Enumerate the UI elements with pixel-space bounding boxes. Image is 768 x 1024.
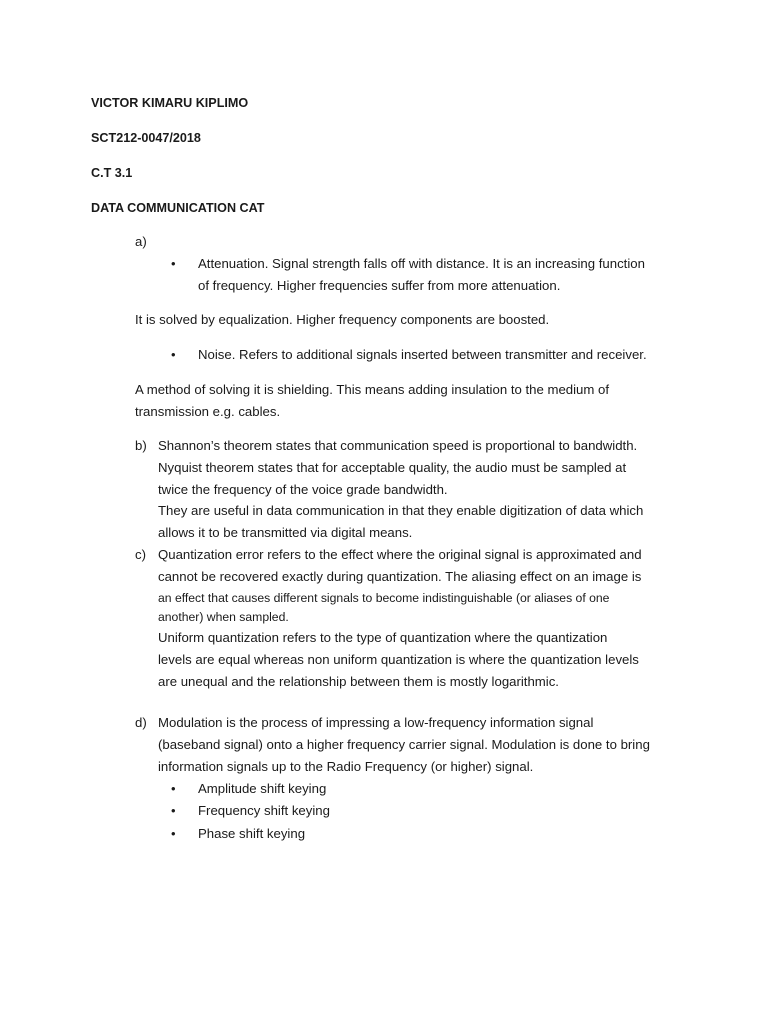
section-c-line-3: an effect that causes different signals to become indistinguishable (or aliases of one bbox=[158, 591, 610, 605]
bullet-icon: • bbox=[171, 803, 176, 818]
section-c-line-4: another) when sampled. bbox=[158, 610, 289, 624]
document-title: DATA COMMUNICATION CAT bbox=[91, 201, 265, 215]
section-c-line-5: Uniform quantization refers to the type of quantization where the quantization bbox=[158, 630, 608, 645]
section-b-line-1: Shannon’s theorem states that communication speed is proportional to bandwidth. bbox=[158, 438, 638, 453]
section-b-line-4: They are useful in data communication in that they enable digitization of data which bbox=[158, 503, 644, 518]
attenuation-line-1: Attenuation. Signal strength falls off with distance. It is an increasing function bbox=[198, 256, 645, 271]
section-b-line-3: twice the frequency of the voice grade bandwidth. bbox=[158, 482, 448, 497]
bullet-icon: • bbox=[171, 781, 176, 796]
bullet-icon: • bbox=[171, 256, 176, 271]
modulation-type-item: Amplitude shift keying bbox=[198, 781, 327, 796]
section-b-marker: b) bbox=[135, 438, 147, 453]
section-d-marker: d) bbox=[135, 715, 147, 730]
ct-number: C.T 3.1 bbox=[91, 166, 133, 180]
modulation-type-item: Phase shift keying bbox=[198, 826, 306, 841]
section-b-line-5: allows it to be transmitted via digital means. bbox=[158, 525, 413, 540]
noise-solution-line-2: transmission e.g. cables. bbox=[135, 404, 281, 419]
bullet-icon: • bbox=[171, 826, 176, 841]
registration-number: SCT212-0047/2018 bbox=[91, 131, 201, 145]
section-a-marker: a) bbox=[135, 234, 147, 249]
attenuation-line-2: of frequency. Higher frequencies suffer from more attenuation. bbox=[198, 278, 561, 293]
noise-solution-line-1: A method of solving it is shielding. This means adding insulation to the medium of bbox=[135, 382, 610, 397]
section-d-line-1: Modulation is the process of impressing a low-frequency information signal bbox=[158, 715, 594, 730]
section-c-line-2: cannot be recovered exactly during quantization. The aliasing effect on an image is bbox=[158, 569, 642, 584]
section-b-line-2: Nyquist theorem states that for acceptable quality, the audio must be sampled at bbox=[158, 460, 627, 475]
section-d-line-3: information signals up to the Radio Frequency (or higher) signal. bbox=[158, 759, 534, 774]
section-c-line-6: levels are equal whereas non uniform quantization is where the quantization levels bbox=[158, 652, 639, 667]
section-c-line-1: Quantization error refers to the effect where the original signal is approximated and bbox=[158, 547, 642, 562]
attenuation-solution: It is solved by equalization. Higher frequency components are boosted. bbox=[135, 312, 550, 327]
student-name: VICTOR KIMARU KIPLIMO bbox=[91, 96, 249, 110]
section-c-marker: c) bbox=[135, 547, 146, 562]
bullet-icon: • bbox=[171, 347, 176, 362]
section-d-line-2: (baseband signal) onto a higher frequency carrier signal. Modulation is done to bring bbox=[158, 737, 650, 752]
section-c-line-7: are unequal and the relationship between them is mostly logarithmic. bbox=[158, 674, 559, 689]
noise-line: Noise. Refers to additional signals inserted between transmitter and receiver. bbox=[198, 347, 647, 362]
modulation-type-item: Frequency shift keying bbox=[198, 803, 330, 818]
